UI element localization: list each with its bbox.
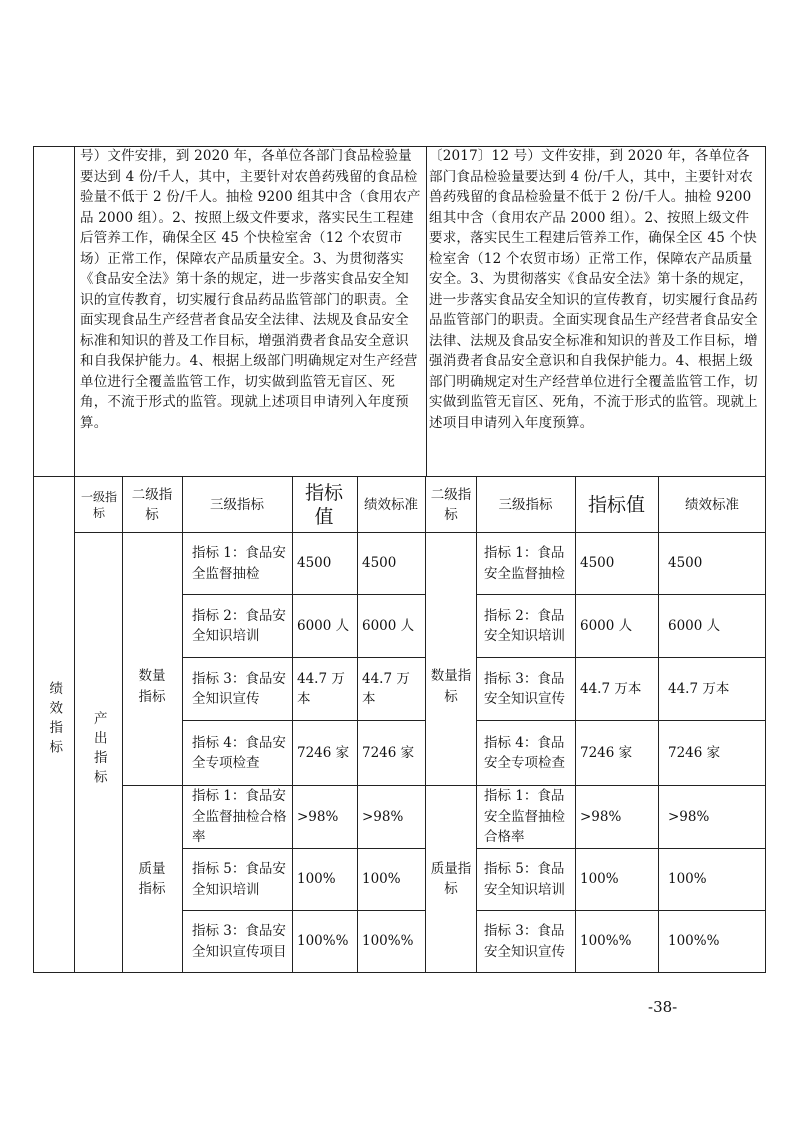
left-row-4-name: 指标 4：食品安全专项检查 xyxy=(192,734,286,771)
left-row-3-value: 44.7 万本 xyxy=(297,670,345,707)
left-row-7-value: 100%% xyxy=(297,933,349,950)
header-level2: 二级指标 xyxy=(131,486,173,523)
right-row-6-standard: 100% xyxy=(668,871,707,888)
header-value: 指标值 xyxy=(304,482,343,528)
right-row-2-value: 6000 人 xyxy=(580,617,633,634)
header-value-right: 指标值 xyxy=(587,494,645,516)
left-row-6-value: 100% xyxy=(297,871,336,888)
right-row-4-name: 指标 4：食品安全专项检查 xyxy=(484,734,565,771)
output-label-text: 产出指标 xyxy=(90,711,107,789)
right-row-1-value: 4500 xyxy=(580,555,615,572)
header-standard-right: 绩效标准 xyxy=(685,496,739,513)
left-row-2-value: 6000 人 xyxy=(297,617,350,634)
right-row-5-name: 指标 1：食品安全监督抽检合格率 xyxy=(484,788,565,846)
right-text-block: 〔2017〕12 号）文件安排，到 2020 年，各单位各部门食品检验量要达到 4 份/千人，其中，主要针对农兽药残留的食品检验量不低于 2 份/千人。抽检 9200 组其中含（食用农产品 2000 组）。2、按照上级文件要求，落实民生工程建后管养工作，确保全区 45 个快检室舍（12 个农贸市场）正常工作，保障农产品质量安全。3、为贯彻落实《食品安全法》第十条的规定，进一步落实食品安全知识的宣传教育，切实履行食品药品监管部门的职责。全面实现食品生产经营者食品安全法律、法规及食品安全标准和知识的普及工作目标，增强消费者食品安全意识和自我保护能力。4、根据上级部门明确规定对生产经营单位进行全覆盖监管工作，切实做到监管无盲区、死角，不流于形式的监管。现就上述项目申请列入年度预算。 xyxy=(429,148,758,431)
left-row-7-standard: 100%% xyxy=(362,933,414,950)
left-row-4-value: 7246 家 xyxy=(297,744,350,761)
header-level3-right: 三级指标 xyxy=(498,496,553,513)
right-row-3-standard: 44.7 万本 xyxy=(668,680,730,697)
left-row-3-name: 指标 3：食品安全知识宣传 xyxy=(192,670,286,707)
output-label xyxy=(76,600,121,900)
right-row-2-name: 指标 2：食品安全知识培训 xyxy=(484,607,565,644)
right-row-7-name: 指标 3：食品安全知识宣传 xyxy=(484,923,565,960)
left-row-3-standard: 44.7 万本 xyxy=(362,670,410,707)
left-text-block: 号）文件安排，到 2020 年，各单位各部门食品检验量要达到 4 份/千人，其中，主要针对农兽药残留的食品检验量不低于 2 份/千人。抽检 9200 组其中含（食用农产品 2000 组）。2、按照上级文件要求，落实民生工程建后管养工作，确保全区 45 个快检室舍（12 个农贸市场）正常工作，保障农产品质量安全。3、为贯彻落实《食品安全法》第十条的规定，进一步落实食品安全知识的宣传教育，切实履行食品药品监管部门的职责。全面实现食品生产经营者食品安全法律、法规及食品安全标准和知识的普及工作目标，增强消费者食品安全意识和自我保护能力。4、根据上级部门明确规定对生产经营单位进行全覆盖监管工作，切实做到监管无盲区、死角，不流于形式的监管。现就上述项目申请列入年度预算。 xyxy=(80,148,421,431)
left-row-5-standard: >98% xyxy=(362,808,404,825)
left-row-1-standard: 4500 xyxy=(362,555,397,572)
right-row-7-value: 100%% xyxy=(580,933,632,950)
right-row-6-name: 指标 5：食品安全知识培训 xyxy=(484,861,565,898)
section-label-text: 绩效指标 xyxy=(46,681,63,759)
header-standard-left: 绩效标准 xyxy=(364,496,418,513)
header-level3: 三级指标 xyxy=(210,496,264,513)
left-row-5-value: >98% xyxy=(297,808,339,825)
right-row-2-standard: 6000 人 xyxy=(668,617,721,634)
right-row-3-value: 44.7 万本 xyxy=(580,680,642,697)
header-level2-right: 二级指标 xyxy=(430,486,472,523)
left-row-6-name: 指标 5：食品安全知识培训 xyxy=(192,861,286,898)
left-row-1-value: 4500 xyxy=(297,555,332,572)
left-row-5-name: 指标 1：食品安全监督抽检合格率 xyxy=(192,788,287,846)
right-row-3-name: 指标 3：食品安全知识宣传 xyxy=(484,670,565,707)
page-number: -38- xyxy=(648,998,678,1016)
right-row-4-value: 7246 家 xyxy=(580,744,633,761)
left-row-7-name: 指标 3：食品安全知识宣传项目 xyxy=(192,923,287,960)
left-row-6-standard: 100% xyxy=(362,871,401,888)
left-row-1-name: 指标 1：食品安全监督抽检 xyxy=(192,545,286,582)
right-row-4-standard: 7246 家 xyxy=(668,744,721,761)
left-row-4-standard: 7246 家 xyxy=(362,744,415,761)
group-quality-left: 质量指标 xyxy=(138,860,166,897)
right-row-7-standard: 100%% xyxy=(668,933,720,950)
section-label xyxy=(35,600,73,840)
group-quality-right: 质量指标 xyxy=(430,860,472,897)
right-row-1-standard: 4500 xyxy=(668,555,703,572)
left-row-2-name: 指标 2：食品安全知识培训 xyxy=(192,607,286,644)
left-row-2-standard: 6000 人 xyxy=(362,617,415,634)
right-row-5-value: >98% xyxy=(580,808,622,825)
right-row-5-standard: >98% xyxy=(668,808,710,825)
right-row-6-value: 100% xyxy=(580,871,619,888)
header-level1: 一级指标 xyxy=(80,490,117,520)
group-quantity-right: 数量指标 xyxy=(430,668,472,705)
right-row-1-name: 指标 1：食品安全监督抽检 xyxy=(484,545,565,582)
group-quantity-left: 数量指标 xyxy=(138,668,166,705)
